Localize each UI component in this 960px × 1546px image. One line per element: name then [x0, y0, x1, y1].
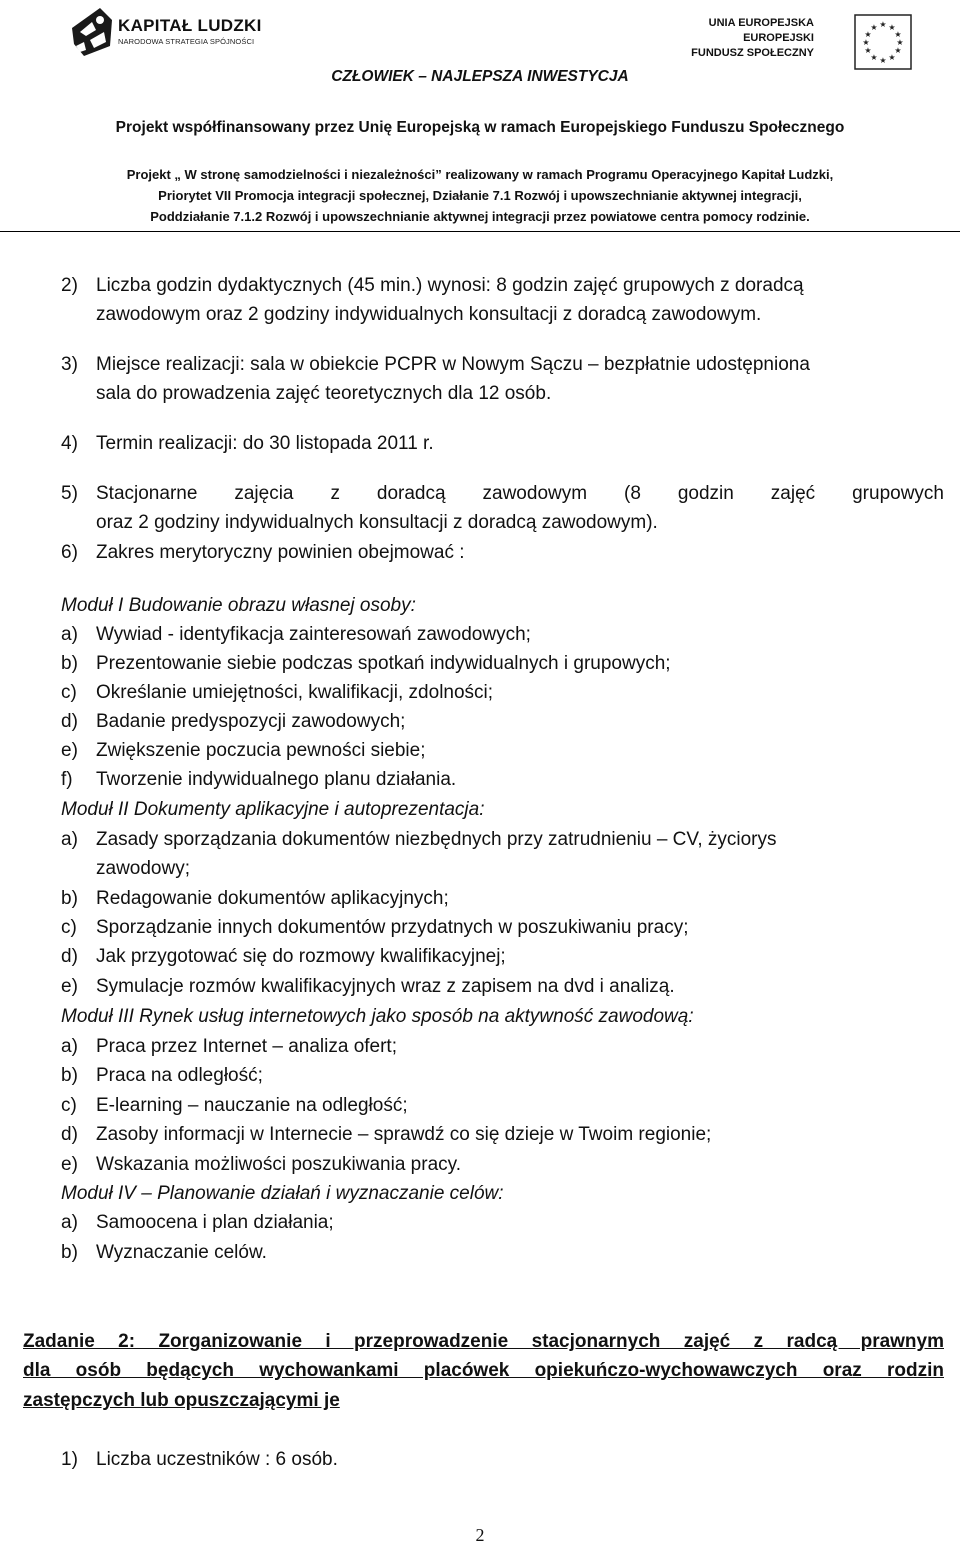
svg-text:★: ★ [879, 20, 887, 29]
item-number: 3) [61, 354, 78, 375]
module-1-item-a: Wywiad - identyfikacja zainteresowań zawodowych; [96, 624, 531, 645]
module-2-item-c: Sporządzanie innych dokumentów przydatnych w poszukiwaniu pracy; [96, 917, 689, 938]
module-1-item-c: Określanie umiejętności, kwalifikacji, zdolności; [96, 682, 494, 703]
svg-text:★: ★ [888, 23, 896, 32]
letterhead [0, 0, 960, 234]
svg-text:★: ★ [894, 46, 902, 55]
item-4-line-1: Termin realizacji: do 30 listopada 2011 r. [96, 433, 434, 454]
svg-text:★: ★ [864, 46, 872, 55]
module-4-item-b: Wyznaczanie celów. [96, 1242, 267, 1263]
module-1-item-d: Badanie predyspozycji zawodowych; [96, 711, 406, 732]
list-letter: d) [61, 1124, 78, 1145]
item-5-line-2: oraz 2 godziny indywidualnych konsultacji z doradcą zawodowym). [96, 512, 658, 533]
svg-text:★: ★ [896, 38, 904, 47]
module-2-title: Moduł II Dokumenty aplikacyjne i autoprezentacja: [61, 799, 485, 820]
module-3-item-e: Wskazania możliwości poszukiwania pracy. [96, 1154, 461, 1175]
svg-text:★: ★ [879, 56, 887, 65]
project-line-3: Poddziałanie 7.1.2 Rozwój i upowszechnianie aktywnej integracji przez powiatowe centra pomocy rodzinie. [150, 209, 810, 224]
item-number: 2) [61, 275, 78, 296]
list-letter: a) [61, 624, 78, 645]
header-divider [0, 231, 960, 232]
eu-line-2: EUROPEJSKI [743, 32, 814, 44]
item-5-line-1: Stacjonarne zajęcia z doradcą zawodowym (8 godzin zajęć grupowych [96, 483, 944, 504]
eu-logo-text [691, 16, 814, 61]
module-1-title: Moduł I Budowanie obrazu własnej osoby: [61, 595, 416, 616]
module-1-item-e: Zwiększenie poczucia pewności siebie; [96, 740, 426, 761]
module-2-item-a-line-1: Zasady sporządzania dokumentów niezbędnych przy zatrudnieniu – CV, życiorys [96, 829, 777, 850]
task-2-item-1: Liczba uczestników : 6 osób. [96, 1449, 338, 1470]
eu-line-3: FUNDUSZ SPOŁECZNY [691, 47, 814, 59]
item-2-line-1: Liczba godzin dydaktycznych (45 min.) wynosi: 8 godzin zajęć grupowych z doradcą [96, 275, 804, 296]
module-2-item-e: Symulacje rozmów kwalifikacyjnych wraz z zapisem na dvd i analizą. [96, 976, 675, 997]
item-number: 1) [61, 1449, 78, 1470]
task-2-heading-line-3: zastępczych lub opuszczającymi je [23, 1390, 340, 1411]
module-3-title: Moduł III Rynek usług internetowych jako sposób na aktywność zawodową: [61, 1006, 694, 1027]
item-3-line-1: Miejsce realizacji: sala w obiekcie PCPR w Nowym Sączu – bezpłatnie udostępniona [96, 354, 810, 375]
page-number: 2 [475, 1525, 485, 1545]
task-2-heading-line-1: Zadanie 2: Zorganizowanie i przeprowadzenie stacjonarnych zajęć z radcą prawnym [23, 1331, 944, 1352]
list-letter: b) [61, 888, 78, 909]
list-letter: c) [61, 917, 77, 938]
module-1-item-f: Tworzenie indywidualnego planu działania. [96, 769, 457, 790]
eu-line-1: UNIA EUROPEJSKA [708, 17, 814, 29]
kapital-ludzki-subtitle: NARODOWA STRATEGIA SPÓJNOŚCI [118, 37, 255, 46]
project-line-2: Priorytet VII Promocja integracji społecznej, Działanie 7.1 Rozwój i upowszechnianie aktywnej integracji, [158, 188, 802, 203]
kapital-ludzki-name: KAPITAŁ LUDZKI [118, 16, 262, 35]
task-2-heading-line-2: dla osób będących wychowankami placówek opiekuńczo-wychowawczych oraz rodzin [23, 1360, 944, 1381]
svg-text:★: ★ [870, 23, 878, 32]
list-letter: a) [61, 1212, 78, 1233]
module-2-item-d: Jak przygotować się do rozmowy kwalifikacyjnej; [96, 946, 506, 967]
list-letter: e) [61, 1154, 78, 1175]
list-letter: a) [61, 829, 78, 850]
module-4-item-a: Samoocena i plan działania; [96, 1212, 334, 1233]
list-letter: e) [61, 740, 78, 761]
module-3-item-a: Praca przez Internet – analiza ofert; [96, 1036, 397, 1057]
list-letter: a) [61, 1036, 78, 1057]
item-number: 5) [61, 483, 78, 504]
module-3-item-c: E-learning – nauczanie na odległość; [96, 1095, 408, 1116]
list-letter: c) [61, 1095, 77, 1116]
project-line-1: Projekt „ W stronę samodzielności i niezależności” realizowany w ramach Programu Operacyjnego Kapitał Ludzki, [126, 167, 834, 182]
list-letter: b) [61, 653, 78, 674]
module-2-item-b: Redagowanie dokumentów aplikacyjnych; [96, 888, 449, 909]
module-3-item-b: Praca na odległość; [96, 1065, 263, 1086]
eu-logo [691, 14, 912, 72]
item-number: 4) [61, 433, 78, 454]
item-6-line-1: Zakres merytoryczny powinien obejmować : [96, 542, 465, 563]
kapital-ludzki-logo [70, 6, 290, 58]
svg-text:★: ★ [862, 38, 870, 47]
kapital-ludzki-emblem-icon [70, 6, 114, 58]
list-letter: d) [61, 946, 78, 967]
project-info [0, 164, 960, 227]
list-letter: e) [61, 976, 78, 997]
module-4-title: Moduł IV – Planowanie działań i wyznaczanie celów: [61, 1183, 504, 1204]
svg-text:★: ★ [888, 53, 896, 62]
item-number: 6) [61, 542, 78, 563]
module-3-item-d: Zasoby informacji w Internecie – sprawdź co się dzieje w Twoim regionie; [96, 1124, 712, 1145]
module-2-item-a-line-2: zawodowy; [96, 858, 190, 879]
slogan: CZŁOWIEK – NAJLEPSZA INWESTYCJA [331, 68, 629, 85]
list-letter: d) [61, 711, 78, 732]
list-letter: b) [61, 1242, 78, 1263]
svg-text:★: ★ [864, 30, 872, 39]
list-letter: f) [61, 769, 73, 790]
svg-text:★: ★ [894, 30, 902, 39]
module-1-item-b: Prezentowanie siebie podczas spotkań indywidualnych i grupowych; [96, 653, 671, 674]
cofinance-line: Projekt współfinansowany przez Unię Europejską w ramach Europejskiego Funduszu Społecznego [115, 119, 845, 136]
list-letter: c) [61, 682, 77, 703]
list-letter: b) [61, 1065, 78, 1086]
svg-text:★: ★ [870, 53, 878, 62]
item-2-line-2: zawodowym oraz 2 godziny indywidualnych konsultacji z doradcą zawodowym. [96, 304, 762, 325]
eu-flag-icon [854, 14, 912, 70]
item-3-line-2: sala do prowadzenia zajęć teoretycznych dla 12 osób. [96, 383, 552, 404]
